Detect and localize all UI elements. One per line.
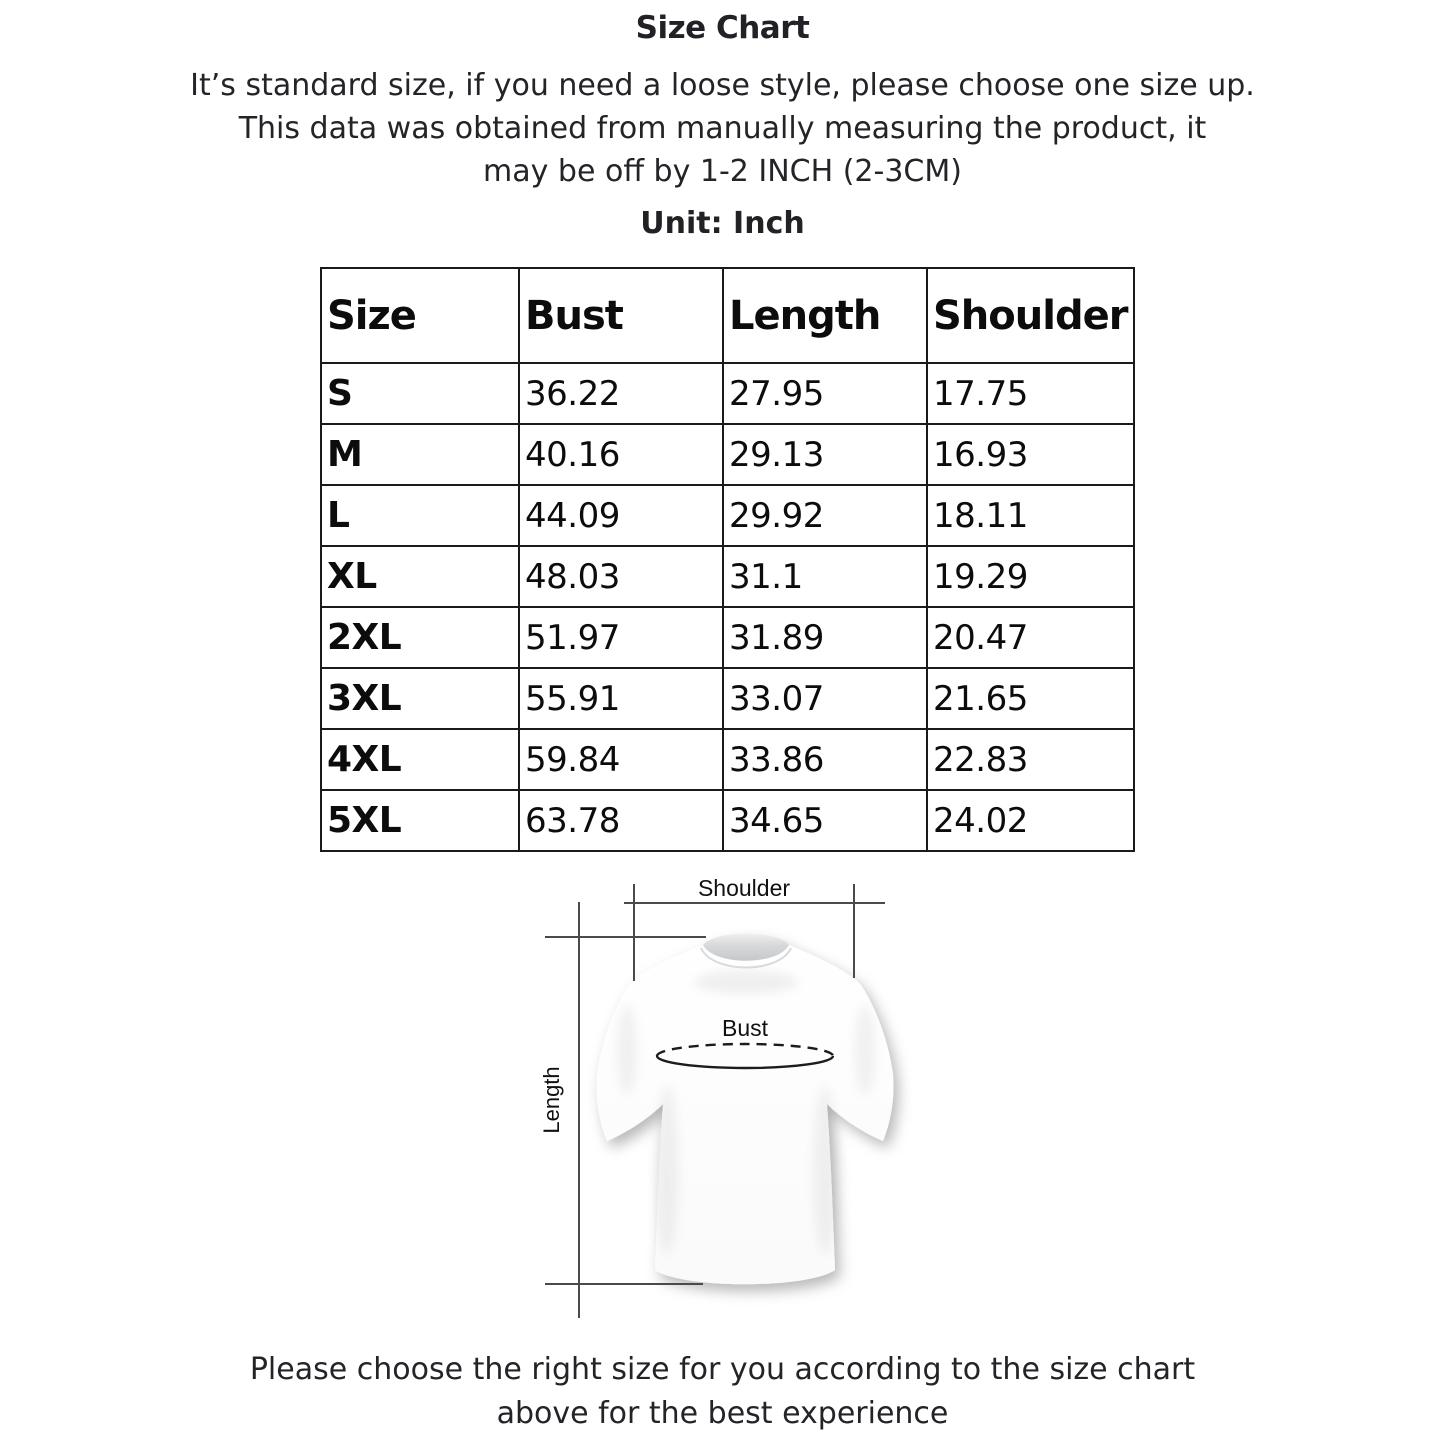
intro-line-1: It’s standard size, if you need a loose style, please choose one size up. (190, 68, 1255, 103)
cell-shoulder: 16.93 (927, 424, 1134, 485)
cell-length: 31.1 (723, 546, 927, 607)
table-row (321, 485, 1134, 546)
size-table (320, 267, 1135, 852)
cell-bust: 40.16 (519, 424, 723, 485)
intro-line-2: This data was obtained from manually measuring the product, it (238, 111, 1207, 146)
cell-size: 2XL (321, 607, 519, 668)
footer-note (0, 1348, 1445, 1436)
cell-length: 27.95 (723, 363, 927, 424)
cell-length: 31.89 (723, 607, 927, 668)
header-bust: Bust (519, 268, 723, 363)
cell-shoulder: 20.47 (927, 607, 1134, 668)
cell-shoulder: 17.75 (927, 363, 1134, 424)
table-row (321, 668, 1134, 729)
size-table-header-row (321, 268, 1134, 363)
cell-shoulder: 19.29 (927, 546, 1134, 607)
cell-bust: 44.09 (519, 485, 723, 546)
cell-bust: 55.91 (519, 668, 723, 729)
cell-size: 4XL (321, 729, 519, 790)
unit-label: Unit: Inch (640, 206, 805, 241)
header-size: Size (321, 268, 519, 363)
cell-shoulder: 18.11 (927, 485, 1134, 546)
cell-bust: 59.84 (519, 729, 723, 790)
table-row (321, 546, 1134, 607)
table-row (321, 363, 1134, 424)
cell-size: XL (321, 546, 519, 607)
footer-line-2: above for the best experience (496, 1396, 949, 1431)
footer-line-1: Please choose the right size for you according to the size chart (249, 1352, 1196, 1387)
cell-shoulder: 24.02 (927, 790, 1134, 851)
cell-length: 34.65 (723, 790, 927, 851)
cell-length: 33.86 (723, 729, 927, 790)
header-shoulder: Shoulder (927, 268, 1134, 363)
cell-length: 29.92 (723, 485, 927, 546)
cell-size: M (321, 424, 519, 485)
cell-length: 29.13 (723, 424, 927, 485)
size-diagram (515, 860, 985, 1345)
table-row (321, 790, 1134, 851)
tshirt-graphic (596, 934, 893, 1285)
table-row (321, 729, 1134, 790)
intro-line-3: may be off by 1-2 INCH (2-3CM) (483, 154, 962, 189)
shoulder-label: Shoulder (697, 875, 791, 901)
cell-shoulder: 22.83 (927, 729, 1134, 790)
cell-size: S (321, 363, 519, 424)
table-row (321, 424, 1134, 485)
cell-bust: 51.97 (519, 607, 723, 668)
cell-shoulder: 21.65 (927, 668, 1134, 729)
cell-bust: 48.03 (519, 546, 723, 607)
intro-text (0, 64, 1445, 193)
cell-bust: 63.78 (519, 790, 723, 851)
cell-size: L (321, 485, 519, 546)
cell-size: 3XL (321, 668, 519, 729)
page-title: Size Chart (635, 10, 810, 46)
header-length: Length (723, 268, 927, 363)
length-label: Length (539, 1066, 564, 1134)
table-row (321, 607, 1134, 668)
cell-bust: 36.22 (519, 363, 723, 424)
bust-label: Bust (721, 1015, 769, 1041)
cell-size: 5XL (321, 790, 519, 851)
cell-length: 33.07 (723, 668, 927, 729)
measurement-diagram (515, 860, 985, 1345)
